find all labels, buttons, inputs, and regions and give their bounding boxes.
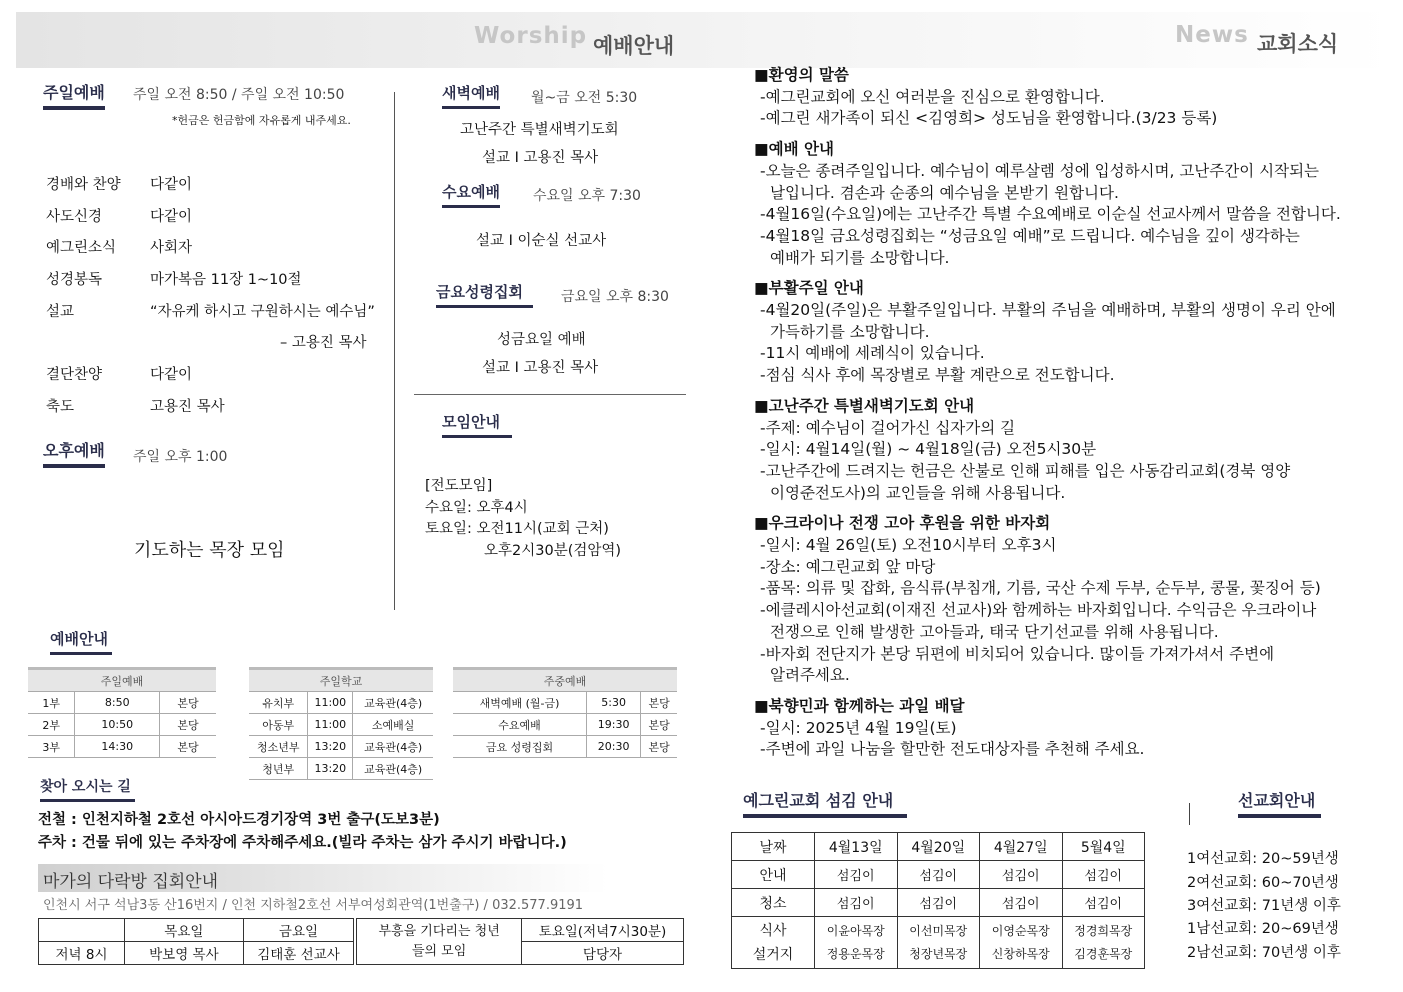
order-label: 성경봉독 [46, 272, 103, 288]
table-cell: 안내 [732, 861, 815, 889]
table-cell: 1부 [28, 692, 75, 714]
table-cell [815, 917, 898, 969]
table-cell: 청소년부 [249, 736, 308, 758]
meal-team: 정경희목장 [1074, 923, 1133, 938]
friday-title: 금요성령집회 [436, 281, 533, 308]
table-header: 날짜 [732, 833, 815, 861]
table-row [28, 736, 216, 758]
meeting-sub: [전도모임] [425, 478, 493, 494]
meeting-line: 토요일: 오전11시(교회 근처) [425, 521, 609, 537]
table-cell: 13:20 [308, 736, 353, 758]
table-cell: 금요 성령집회 [453, 736, 586, 758]
table-row [732, 889, 1145, 917]
order-value: 다같이 [150, 177, 193, 193]
order-label: 축도 [46, 399, 75, 415]
news-line: -품목: 의류 및 잡화, 음식류(부침개, 기름, 국산 수제 두부, 순두부, 콩물, 꽃징어 등) [760, 579, 1321, 598]
table-header: 주일예배 [28, 669, 216, 692]
table-cell [39, 919, 125, 942]
news-line: -4월18일 금요성령집회는 “성금요일 예배”로 드립니다. 예수님을 깊이 생각하는 [760, 226, 1300, 245]
order-label: 설교 [46, 304, 75, 320]
table-row [28, 692, 216, 714]
table-cell: 3부 [28, 736, 75, 758]
news-line: -장소: 예그린교회 앞 마당 [760, 557, 936, 576]
table-cell [897, 917, 980, 969]
meal-team: 이영순목장 [991, 923, 1050, 938]
table-cell: 수요예배 [453, 714, 586, 736]
meeting-title: 모임안내 [442, 411, 512, 438]
table-cell: 본당 [160, 692, 216, 714]
serve-table [731, 832, 1145, 969]
table-cell: 김태훈 선교사 [243, 942, 355, 965]
dish-team: 정용운목장 [826, 946, 885, 961]
news-line: 날입니다. 겸손과 순종의 예수님을 본받기 원합니다. [770, 183, 1119, 202]
news-line: -일시: 2025년 4월 19일(토) [760, 718, 957, 737]
meal-team: 이윤아목장 [826, 923, 885, 938]
section-divider [414, 394, 686, 395]
table-cell: 11:00 [308, 692, 353, 714]
table-row [249, 758, 433, 780]
wednesday-line1: 설교 I 이순실 선교사 [476, 233, 607, 249]
table-cell: 박보영 목사 [125, 942, 244, 965]
news-line: -일시: 4월14일(월) ~ 4월18일(금) 오전5시30분 [760, 440, 1097, 459]
order-value: 다같이 [150, 209, 193, 225]
news-line: -주제: 예수님이 걸어가신 십자가의 길 [760, 418, 1016, 437]
directions-subway: 전철 : 인천지하철 2호선 아시아드경기장역 3번 출구(도보3분) [38, 812, 440, 828]
afternoon-time: 주일 오후 1:00 [133, 449, 228, 465]
table-row [732, 917, 1145, 969]
news-line: -11시 예배에 세례식이 있습니다. [760, 344, 985, 363]
divider [1189, 803, 1190, 825]
mission-item: 2남선교회: 70년생 이후 [1187, 945, 1341, 961]
dawn-line1: 고난주간 특별새벽기도회 [460, 122, 619, 138]
sunday-time: 주일 오전 8:50 / 주일 오전 10:50 [133, 87, 345, 103]
order-label: 결단찬양 [46, 367, 103, 383]
table-row [249, 692, 433, 714]
table-cell: 청소 [732, 889, 815, 917]
table-header: 주중예배 [453, 669, 677, 692]
table-cell: 소예배실 [353, 714, 433, 736]
meal-label: 식사 [759, 922, 787, 939]
table-header: 목요일 [125, 919, 244, 942]
table-cell: 저녁 8시 [39, 942, 125, 965]
news-line: -일시: 4월 26일(토) 오전10시부터 오후3시 [760, 536, 1057, 555]
table-cell: 11:00 [308, 714, 353, 736]
table-cell: 본당 [160, 736, 216, 758]
table-row [249, 736, 433, 758]
table-cell [1062, 917, 1145, 969]
news-line: -바자회 전단지가 본당 뒤편에 비치되어 있습니다. 많이들 가져가셔서 주변에 [760, 644, 1275, 663]
table-header: 4월20일 [897, 833, 980, 861]
news-line: 예배가 되기를 소망합니다. [770, 248, 950, 267]
marga-title: 마가의 다락방 집회안내 [43, 872, 219, 892]
table-row [28, 714, 216, 736]
mission-title: 선교회안내 [1238, 788, 1321, 818]
marga-table [38, 918, 684, 965]
table-cell: 청년부 [249, 758, 308, 780]
news-block [754, 278, 1341, 387]
table-cell: 본당 [641, 692, 677, 714]
order-value: 마가복음 11장 1~10절 [150, 272, 302, 288]
table-header: 금요일 [243, 919, 355, 942]
mission-item: 2여선교회: 60~70년생 [1187, 875, 1339, 891]
mission-item: 3여선교회: 71년생 이후 [1187, 898, 1341, 914]
table-header: 4월13일 [815, 833, 898, 861]
wednesday-title: 수요예배 [442, 181, 500, 208]
table-cell: 5:30 [586, 692, 640, 714]
news-line: -고난주간에 드려지는 헌금은 산불로 인해 피해를 입은 사동감리교회(경북 영양 [760, 461, 1291, 480]
table-cell: 교육관(4층) [353, 758, 433, 780]
dish-team: 청장년목장 [909, 946, 968, 961]
table-cell: 섬김이 [815, 861, 898, 889]
wednesday-time: 수요일 오후 7:30 [533, 188, 641, 204]
table-cell: 섬김이 [980, 861, 1063, 889]
table-cell: 19:30 [586, 714, 640, 736]
table-cell: 8:50 [75, 692, 160, 714]
afternoon-desc: 기도하는 목장 모임 [134, 540, 285, 561]
news-title: ■부활주일 안내 [754, 279, 864, 298]
dish-team: 신창하목장 [991, 946, 1050, 961]
table-cell: 14:30 [75, 736, 160, 758]
table-cell: 섬김이 [1062, 889, 1145, 917]
order-label: 사도신경 [46, 209, 103, 225]
news-line: -점심 식사 후에 목장별로 부활 계란으로 전도합니다. [760, 366, 1115, 385]
news-line: -4월20일(주일)은 부활주일입니다. 부활의 주님을 예배하며, 부활의 생명이 우리 안에 [760, 301, 1336, 320]
table-cell: 담당자 [521, 942, 683, 965]
news-ko-title: 교회소식 [1257, 32, 1339, 56]
sunday-school-table [249, 667, 433, 780]
sunday-title: 주일예배 [43, 80, 105, 110]
table-cell: 13:20 [308, 758, 353, 780]
table-cell: 섬김이 [1062, 861, 1145, 889]
worship-ko-title: 예배안내 [593, 34, 675, 58]
friday-line1: 성금요일 예배 [497, 332, 586, 348]
table-cell: 본당 [160, 714, 216, 736]
worship-info-title: 예배안내 [50, 628, 112, 655]
order-value: – 고용진 목사 [280, 335, 367, 351]
dawn-title: 새벽예배 [442, 82, 500, 109]
news-block [754, 696, 1341, 761]
table-cell [980, 917, 1063, 969]
news-line: 이영준전도사)의 교인들을 위해 사용됩니다. [770, 483, 1066, 502]
table-header: 5월4일 [1062, 833, 1145, 861]
news-line: 전쟁으로 인해 발생한 고아들과, 태국 단기선교를 위해 사용됩니다. [770, 622, 1219, 641]
meeting-line: 수요일: 오후4시 [425, 500, 528, 516]
news-line: 알려주세요. [770, 666, 850, 685]
order-label: 예그린소식 [46, 240, 117, 256]
table-row [249, 714, 433, 736]
table-cell: 섬김이 [897, 889, 980, 917]
friday-time: 금요일 오후 8:30 [561, 289, 669, 305]
table-row [732, 861, 1145, 889]
table-cell: 섬김이 [815, 889, 898, 917]
order-value: 다같이 [150, 367, 193, 383]
directions-title: 찾아 오시는 길 [40, 776, 135, 802]
table-row [453, 736, 677, 758]
dish-label: 설거지 [752, 946, 794, 963]
meeting-line: 오후2시30분(검암역) [484, 543, 622, 559]
table-header: 토요일(저녁7시30분) [521, 919, 683, 942]
table-cell: 새벽예배 (월-금) [453, 692, 586, 714]
column-divider [394, 92, 395, 610]
table-cell: 부흥을 기다리는 청년들의 모임 [355, 919, 521, 965]
table-cell: 섬김이 [980, 889, 1063, 917]
table-cell: 섬김이 [897, 861, 980, 889]
news-en-title: News [1175, 22, 1249, 48]
dawn-time: 월~금 오전 5:30 [531, 90, 638, 106]
news-title: ■고난주간 특별새벽기도회 안내 [754, 396, 975, 415]
news-block [754, 513, 1341, 687]
table-row [453, 692, 677, 714]
order-value: “자유케 하시고 구원하시는 예수님” [150, 304, 375, 320]
order-value: 고용진 목사 [150, 399, 225, 415]
news-line: -에클레시아선교회(이재진 선교사)와 함께하는 바자회입니다. 수익금은 우크라이나 [760, 601, 1317, 620]
serve-title: 예그린교회 섬김 안내 [743, 788, 907, 818]
news-title: ■북향민과 함께하는 과일 배달 [754, 696, 965, 715]
friday-line2: 설교 I 고용진 목사 [482, 360, 599, 376]
news-block [754, 65, 1341, 130]
news-title: ■우크라이나 전쟁 고아 후원을 위한 바자회 [754, 514, 1051, 533]
table-cell: 본당 [641, 714, 677, 736]
news-title: ■예배 안내 [754, 140, 834, 159]
mission-item: 1여선교회: 20~59년생 [1187, 851, 1339, 867]
table-cell: 2부 [28, 714, 75, 736]
table-cell: 아동부 [249, 714, 308, 736]
order-label: 경배와 찬양 [46, 177, 121, 193]
news-block [754, 139, 1341, 269]
offering-note: *헌금은 헌금함에 자유롭게 내주세요. [172, 114, 351, 127]
news-list [754, 65, 1341, 770]
table-cell: 10:50 [75, 714, 160, 736]
afternoon-title: 오후예배 [43, 438, 105, 468]
news-title: ■환영의 말씀 [754, 66, 849, 84]
news-block [754, 396, 1341, 505]
news-line: -4월16일(수요일)에는 고난주간 특별 수요예배로 이순실 선교사께서 말씀을 전합니다. [760, 205, 1341, 224]
table-header: 주일학교 [249, 669, 433, 692]
news-line: 가득하기를 소망합니다. [770, 322, 930, 341]
table-cell: 본당 [641, 736, 677, 758]
dawn-line2: 설교 I 고용진 목사 [482, 150, 599, 166]
news-line: -주변에 과일 나눔을 할만한 전도대상자를 추천해 주세요. [760, 740, 1145, 759]
directions-parking: 주차 : 건물 뒤에 있는 주차장에 주차해주세요.(빌라 주차는 삼가 주시기 바랍니다.) [38, 835, 567, 851]
news-line: -예그린 새가족이 되신 <김영희> 성도님을 환영합니다.(3/23 등록) [760, 109, 1218, 128]
news-line: -예그린교회에 오신 여러분을 진심으로 환영합니다. [760, 87, 1105, 106]
marga-address: 인천시 서구 석남3동 산16번지 / 인천 지하철2호선 서부여성회관역(1번출구) / 032.577.9191 [43, 898, 584, 913]
mission-item: 1남선교회: 20~69년생 [1187, 921, 1339, 937]
table-cell [732, 917, 815, 969]
table-cell: 교육관(4층) [353, 736, 433, 758]
dish-team: 김경훈목장 [1074, 946, 1133, 961]
order-value: 사회자 [150, 240, 193, 256]
table-cell: 유치부 [249, 692, 308, 714]
meal-team: 이선미목장 [909, 923, 968, 938]
table-cell: 20:30 [586, 736, 640, 758]
table-row [453, 714, 677, 736]
news-line: -오늘은 종려주일입니다. 예수님이 예루살렘 성에 입성하시며, 고난주간이 시작되는 [760, 161, 1320, 180]
table-header: 4월27일 [980, 833, 1063, 861]
table-cell: 교육관(4층) [353, 692, 433, 714]
sunday-schedule-table [28, 667, 216, 758]
weekday-schedule-table [453, 667, 677, 758]
worship-en-title: Worship [474, 23, 588, 49]
